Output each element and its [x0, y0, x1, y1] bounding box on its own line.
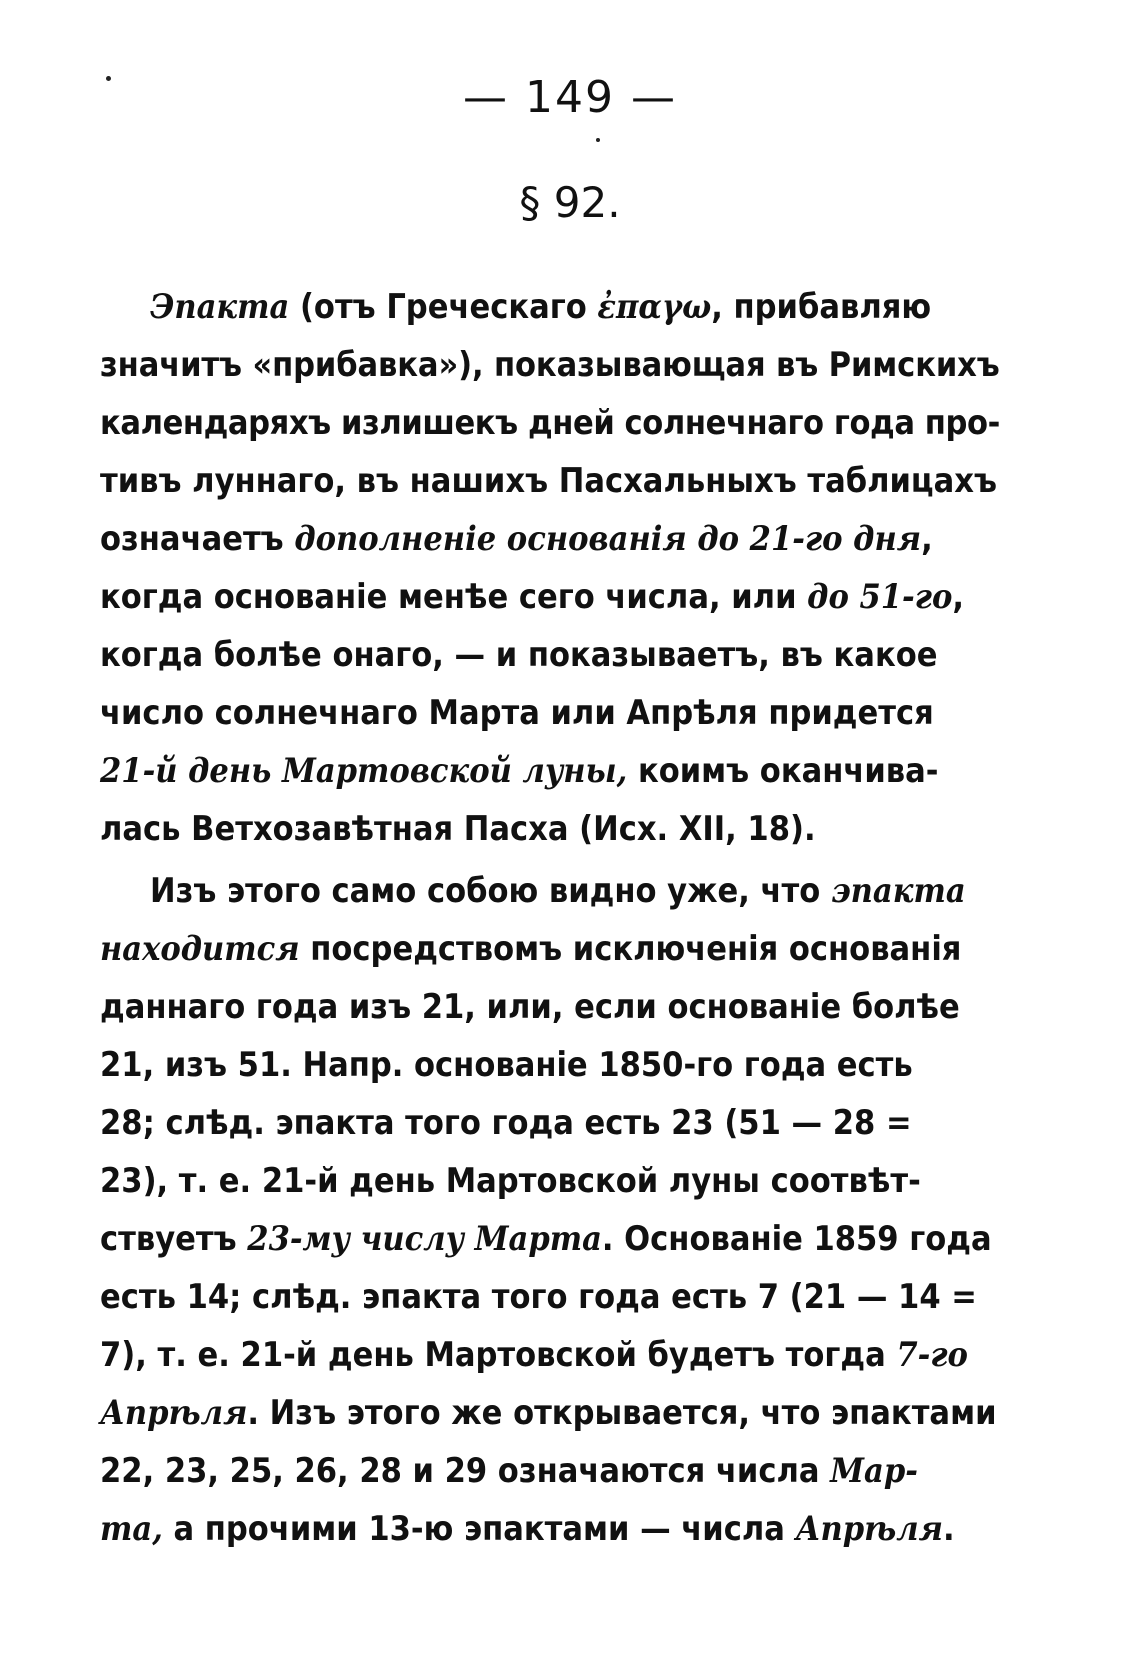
- text-line: [100, 1442, 1000, 1500]
- italic-term: Апрѣля: [795, 1509, 943, 1549]
- italic-term: 7-го: [896, 1335, 968, 1375]
- italic-term: 21-й день Мартовской луны,: [100, 751, 628, 791]
- text-run: 7), т. е. 21-й день Мартовской будетъ тогда: [100, 1335, 897, 1375]
- text-run: 22, 23, 25, 26, 28 и 29 означаются числа: [100, 1451, 831, 1491]
- body-text: [100, 278, 1000, 1558]
- text-run: . Основаніе 1859 года: [601, 1219, 992, 1259]
- text-run: (отъ Греческаго: [289, 287, 598, 327]
- italic-term: Эпакта: [150, 287, 290, 327]
- text-run: календаряхъ излишекъ дней солнечнаго года про-: [100, 403, 1000, 443]
- italic-term: находится: [100, 929, 300, 969]
- italic-term: эпакта: [830, 871, 966, 911]
- text-run: означаетъ: [100, 519, 295, 559]
- text-run: ,: [921, 519, 933, 559]
- italic-term: до 51-го: [807, 577, 953, 617]
- text-line: [100, 626, 1000, 684]
- text-run: 23), т. е. 21-й день Мартовской луны соотвѣт-: [100, 1161, 921, 1201]
- text-line: [100, 978, 1000, 1036]
- text-line: [100, 1152, 1000, 1210]
- paragraph: [100, 862, 1000, 1558]
- text-line: [100, 278, 1000, 336]
- paragraph: [100, 278, 1000, 858]
- italic-term: ἐπαγω: [597, 287, 712, 327]
- text-line: [100, 336, 1000, 394]
- text-line: [100, 684, 1000, 742]
- text-run: , прибавляю: [711, 287, 932, 327]
- text-run: коимъ оканчива-: [627, 751, 939, 791]
- text-run: число солнечнаго Марта или Апрѣля придется: [100, 693, 934, 733]
- text-line: [100, 1384, 1000, 1442]
- text-line: [100, 800, 1000, 858]
- italic-term: та,: [100, 1509, 163, 1549]
- text-line: [100, 1210, 1000, 1268]
- text-run: а прочими 13-ю эпактами — числа: [162, 1509, 796, 1549]
- text-line: [100, 510, 1000, 568]
- text-line: [100, 742, 1000, 800]
- text-run: ,: [952, 577, 964, 617]
- print-speck: [596, 138, 600, 142]
- text-run: ствуетъ: [100, 1219, 248, 1259]
- text-run: . Изъ этого же открывается, что эпактами: [247, 1393, 997, 1433]
- text-run: есть 14; слѣд. эпакта того года есть 7 (21 — 14 =: [100, 1277, 977, 1317]
- section-title: § 92.: [519, 178, 621, 227]
- text-line: [100, 452, 1000, 510]
- text-run: когда болѣе онаго, — и показываетъ, въ какое: [100, 635, 938, 675]
- italic-term: Апрѣля: [100, 1393, 248, 1433]
- text-line: [100, 568, 1000, 626]
- text-run: .: [942, 1509, 955, 1549]
- italic-term: Мар-: [830, 1451, 918, 1491]
- text-line: [100, 394, 1000, 452]
- text-run: тивъ луннаго, въ нашихъ Пасхальныхъ таблицахъ: [100, 461, 997, 501]
- text-run: Изъ этого само собою видно уже, что: [150, 871, 831, 911]
- text-line: [100, 1500, 1000, 1558]
- italic-term: дополненіе основанія до 21-го дня: [294, 519, 922, 559]
- text-line: [100, 1094, 1000, 1152]
- text-line: [100, 1036, 1000, 1094]
- text-line: [100, 920, 1000, 978]
- page-number: — 149 —: [463, 72, 677, 123]
- text-run: даннаго года изъ 21, или, если основаніе болѣе: [100, 987, 960, 1027]
- italic-term: 23-му числу Марта: [247, 1219, 602, 1259]
- text-line: [100, 862, 1000, 920]
- text-run: 21, изъ 51. Напр. основаніе 1850-го года есть: [100, 1045, 913, 1085]
- text-run: посредствомъ исключенія основанія: [299, 929, 962, 969]
- text-run: значитъ «прибавка»), показывающая въ Римскихъ: [100, 345, 1000, 385]
- text-line: [100, 1326, 1000, 1384]
- text-run: лась Ветхозавѣтная Пасха (Исх. XII, 18).: [100, 809, 816, 849]
- text-run: 28; слѣд. эпакта того года есть 23 (51 — 28 =: [100, 1103, 912, 1143]
- text-run: когда основаніе менѣе сего числа, или: [100, 577, 808, 617]
- text-line: [100, 1268, 1000, 1326]
